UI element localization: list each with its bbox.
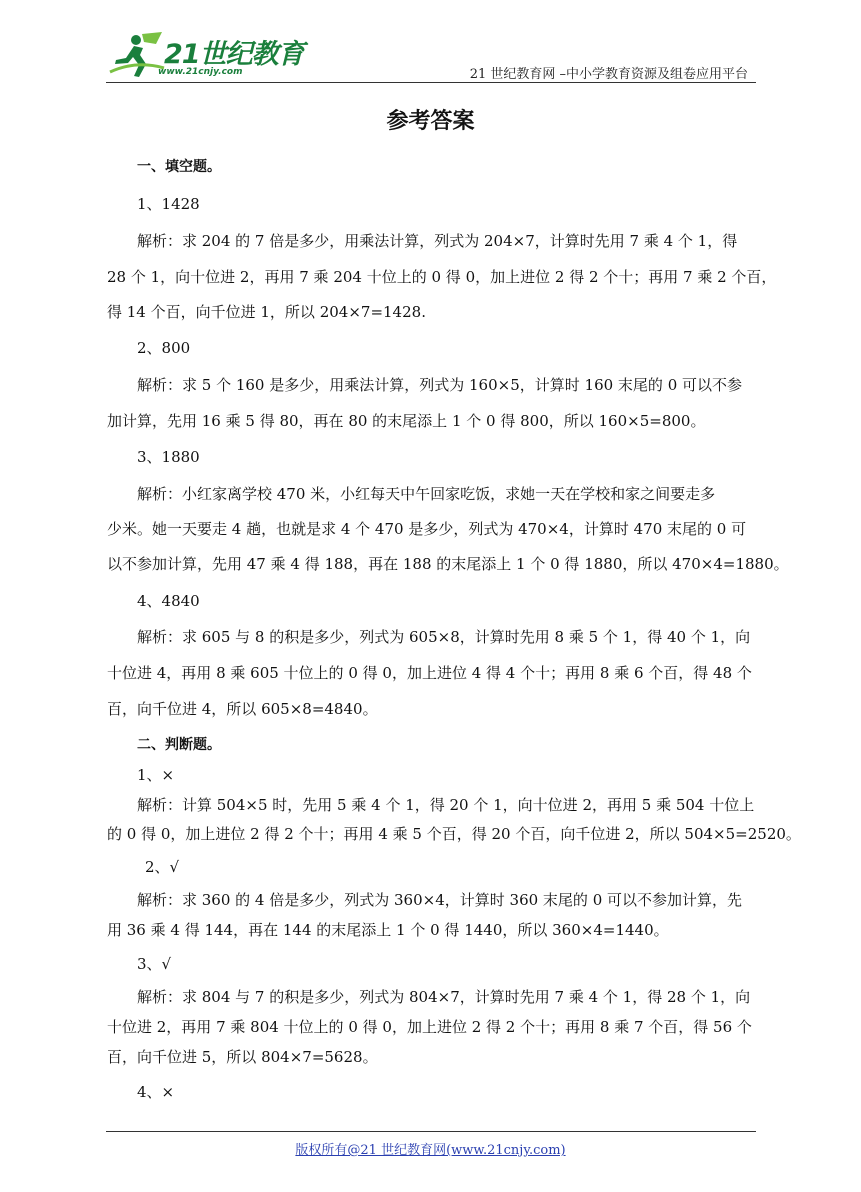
judge-explanation-1-line-1: 解析：计算 504×5 时，先用 5 乘 4 个 1，得 20 个 1，向十位进 2，再用 5 乘 504 十位上 bbox=[137, 796, 755, 814]
fill-explanation-4-line-2: 十位进 4，再用 8 乘 605 十位上的 0 得 0，加上进位 4 得 4 个十；再用 8 乘 6 个百，得 48 个 bbox=[107, 664, 752, 682]
footer-copyright-link[interactable]: 版权所有@21 世纪教育网(www.21cnjy.com) bbox=[295, 1143, 566, 1158]
fill-answer-3: 3、1880 bbox=[137, 448, 200, 466]
judge-answer-1: 1、× bbox=[137, 766, 175, 784]
page-title: 参考答案 bbox=[386, 109, 475, 134]
judge-explanation-3-line-1: 解析：求 804 与 7 的积是多少，列式为 804×7，计算时先用 7 乘 4 个 1，得 28 个 1，向 bbox=[137, 988, 751, 1006]
fill-explanation-4-line-3: 百，向千位进 4，所以 605×8=4840。 bbox=[107, 700, 378, 718]
judge-explanation-2-line-1: 解析：求 360 的 4 倍是多少，列式为 360×4，计算时 360 末尾的 0 可以不参加计算，先 bbox=[137, 891, 743, 909]
section-judge-heading: 二、判断题。 bbox=[137, 737, 221, 753]
fill-explanation-3-line-1: 解析：小红家离学校 470 米，小红每天中午回家吃饭，求她一天在学校和家之间要走多 bbox=[137, 485, 716, 503]
judge-answer-2: 2、√ bbox=[145, 858, 180, 876]
fill-answer-4: 4、4840 bbox=[137, 592, 200, 610]
fill-answer-2: 2、800 bbox=[137, 339, 191, 357]
judge-explanation-3-line-3: 百，向千位进 5，所以 804×7=5628。 bbox=[107, 1048, 378, 1066]
fill-explanation-3-line-2: 少米。她一天要走 4 趟，也就是求 4 个 470 是多少，列式为 470×4，计算时 470 末尾的 0 可 bbox=[107, 520, 747, 538]
judge-explanation-3-line-2: 十位进 2，再用 7 乘 804 十位上的 0 得 0，加上进位 2 得 2 个十；再用 8 乘 7 个百，得 56 个 bbox=[107, 1018, 752, 1036]
header-divider bbox=[106, 82, 756, 83]
page-header bbox=[106, 30, 756, 82]
footer-divider bbox=[106, 1131, 756, 1132]
judge-explanation-1-line-2: 的 0 得 0，加上进位 2 得 2 个十；再用 4 乘 5 个百，得 20 个百，向千位进 2，所以 504×5=2520。 bbox=[107, 825, 801, 843]
site-logo[interactable] bbox=[106, 30, 306, 82]
logo-url: www.21cnjy.com bbox=[158, 67, 243, 77]
section-fill-heading: 一、填空题。 bbox=[137, 159, 221, 175]
header-tagline: 21 世纪教育网 –中小学教育资源及组卷应用平台 bbox=[469, 67, 748, 82]
fill-explanation-2-line-1: 解析：求 5 个 160 是多少，用乘法计算，列式为 160×5，计算时 160 末尾的 0 可以不参 bbox=[137, 376, 743, 394]
fill-explanation-1-line-3: 得 14 个百，向千位进 1，所以 204×7=1428. bbox=[107, 303, 426, 321]
fill-explanation-1-line-2: 28 个 1，向十位进 2，再用 7 乘 204 十位上的 0 得 0，加上进位 2 得 2 个十；再用 7 乘 2 个百， bbox=[107, 268, 777, 286]
judge-explanation-2-line-2: 用 36 乘 4 得 144，再在 144 的末尾添上 1 个 0 得 1440，所以 360×4=1440。 bbox=[107, 921, 669, 939]
judge-answer-4: 4、× bbox=[137, 1083, 175, 1101]
fill-explanation-1-line-1: 解析：求 204 的 7 倍是多少，用乘法计算，列式为 204×7，计算时先用 7 乘 4 个 1，得 bbox=[137, 232, 738, 250]
logo-text: 21世纪教育 bbox=[164, 39, 304, 70]
fill-explanation-3-line-3: 以不参加计算，先用 47 乘 4 得 188，再在 188 的末尾添上 1 个 0 得 1880，所以 470×4=1880。 bbox=[107, 555, 789, 573]
fill-explanation-4-line-1: 解析：求 605 与 8 的积是多少，列式为 605×8，计算时先用 8 乘 5 个 1，得 40 个 1，向 bbox=[137, 628, 751, 646]
fill-answer-1: 1、1428 bbox=[137, 195, 200, 213]
fill-explanation-2-line-2: 加计算，先用 16 乘 5 得 80，再在 80 的末尾添上 1 个 0 得 800，所以 160×5=800。 bbox=[107, 412, 706, 430]
judge-answer-3: 3、√ bbox=[137, 955, 172, 973]
